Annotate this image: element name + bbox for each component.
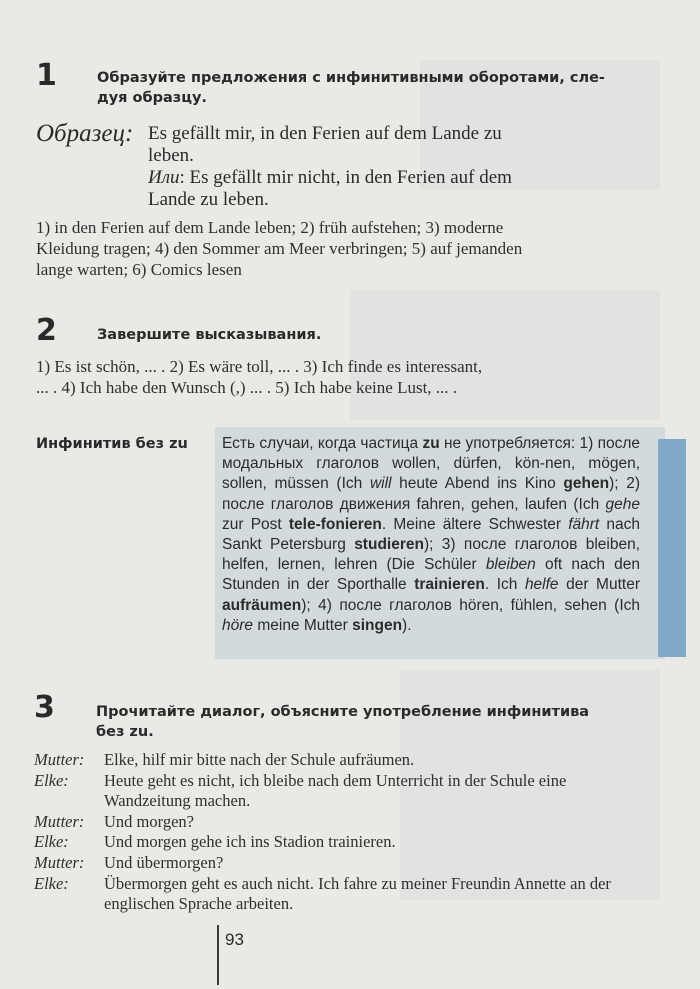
list-line: 1) in den Ferien auf dem Lande leben; 2) früh aufstehen; 3) moderne	[36, 218, 504, 237]
rule-bold: trainieren	[414, 576, 485, 594]
task-line: дуя образцу.	[97, 90, 207, 106]
bleed-through-shade	[350, 290, 660, 420]
rule-italic: helfe	[524, 576, 559, 594]
page-number: 93	[225, 930, 244, 949]
dialog-speaker: Elke:	[34, 832, 69, 852]
rule-bold: singen	[352, 616, 403, 634]
exercise-task: Завершите высказывания.	[97, 327, 322, 343]
rule-text-part: heute Abend ins Kino	[391, 475, 564, 493]
rule-text-part: nach Sankt Petersburg	[222, 515, 640, 554]
sample-ili: Или	[148, 167, 180, 188]
sample-line-text: : Es gefällt mir nicht, in den Ferien auf dem	[179, 167, 512, 188]
task-line: Прочитайте диалог, объясните употребление инфинитива	[96, 704, 590, 720]
rule-italic: will	[369, 475, 392, 493]
exercise-number: 1	[36, 58, 57, 93]
rule-bold: studieren	[354, 536, 424, 554]
sample-text	[148, 123, 648, 211]
rule-text-part: meine Mutter	[253, 616, 353, 634]
rule-bold: zu	[422, 435, 440, 452]
rule-text-part: oft nach den Stunden in der Sporthalle	[222, 556, 641, 594]
list-line: lange warten; 6) Comics lesen	[36, 260, 242, 279]
dialog-speaker: Elke:	[34, 770, 69, 790]
sample-line: leben.	[148, 145, 194, 166]
dialog-speech: Und morgen gehe ich ins Stadion trainieren.	[104, 832, 396, 852]
sample-line: Lande zu leben.	[148, 189, 269, 210]
rule-text-part: . Ich	[484, 576, 525, 594]
dialog-speech: Elke, hilf mir bitte nach der Schule aufräumen.	[104, 750, 415, 769]
rule-text-part: ).	[402, 616, 412, 634]
sample-label: Образец:	[36, 120, 134, 147]
dialog-speech: Heute geht es nicht, ich bleibe nach dem Unterricht in der Schule eine Wandzeitung machen.	[104, 770, 567, 811]
dialog-line	[34, 874, 644, 915]
task-line: Образуйте предложения с инфинитивными оборотами, сле-	[97, 70, 605, 86]
rule-italic: höre	[222, 616, 254, 634]
exercise-list	[36, 356, 641, 398]
exercise-task	[97, 68, 657, 108]
dialog-line	[34, 853, 644, 874]
rule-italic: bleiben	[485, 556, 536, 574]
dialog-speaker: Mutter:	[34, 852, 85, 872]
rule-italic: gehe	[605, 495, 640, 513]
rule-title: Инфинитив без zu	[36, 436, 188, 452]
dialog	[34, 750, 644, 915]
rule-side-stripe	[658, 439, 686, 657]
dialog-line	[34, 750, 644, 771]
footer-divider	[217, 925, 219, 985]
dialog-speech: Und übermorgen?	[104, 852, 224, 872]
sample-line	[148, 167, 648, 189]
rule-text-part: ); 2) после глаголов движения fahren, gehen, laufen (Ich	[222, 475, 640, 513]
rule-text-part: . Meine ältere Schwester	[381, 515, 569, 533]
rule-text-part: ); 3) после глаголов bleiben, helfen, lernen, lehren (Die Schüler	[222, 536, 641, 574]
dialog-speech: Übermorgen geht es auch nicht. Ich fahre zu meiner Freundin Annette an der englischen Sprache arbeiten.	[104, 873, 611, 914]
dialog-line	[34, 771, 644, 812]
rule-text-part: der Mutter	[558, 576, 640, 594]
rule-text-part: ); 4) после глаголов hören, fühlen, sehen (Ich	[301, 596, 640, 614]
rule-italic: fährt	[568, 515, 600, 533]
exercise-number: 2	[36, 313, 57, 348]
dialog-speech: Und morgen?	[104, 811, 194, 831]
rule-text-part: не употребляется: 1) после модальных глаголов wollen, dürfen, kön-nen, mögen, sollen, müssen (Ich	[222, 435, 640, 493]
list-line: Kleidung tragen; 4) den Sommer am Meer verbringen; 5) auf jemanden	[36, 239, 523, 258]
dialog-speaker: Mutter:	[34, 811, 85, 831]
sample-line: Es gefällt mir, in den Ferien auf dem Lande zu	[148, 123, 502, 144]
rule-text-part: zur Post	[222, 515, 289, 533]
dialog-line	[34, 832, 644, 853]
exercise-task	[96, 702, 656, 742]
task-line: без zu.	[96, 724, 154, 740]
dialog-speaker: Mutter:	[34, 750, 85, 769]
list-line: ... . 4) Ich habe den Wunsch (,) ... . 5) Ich habe keine Lust, ... .	[36, 378, 458, 397]
exercise-number: 3	[34, 690, 55, 725]
dialog-speaker: Elke:	[34, 873, 69, 893]
rule-bold: aufräumen	[222, 596, 302, 614]
list-line: 1) Es ist schön, ... . 2) Es wäre toll, ... . 3) Ich finde es interessant,	[36, 357, 483, 376]
dialog-line	[34, 812, 644, 833]
rule-bold: tele-fonieren	[288, 515, 382, 533]
exercise-list	[36, 217, 641, 280]
rule-text	[222, 434, 640, 636]
rule-text-part: Есть случаи, когда частица	[222, 435, 423, 452]
rule-bold: gehen	[563, 475, 610, 493]
